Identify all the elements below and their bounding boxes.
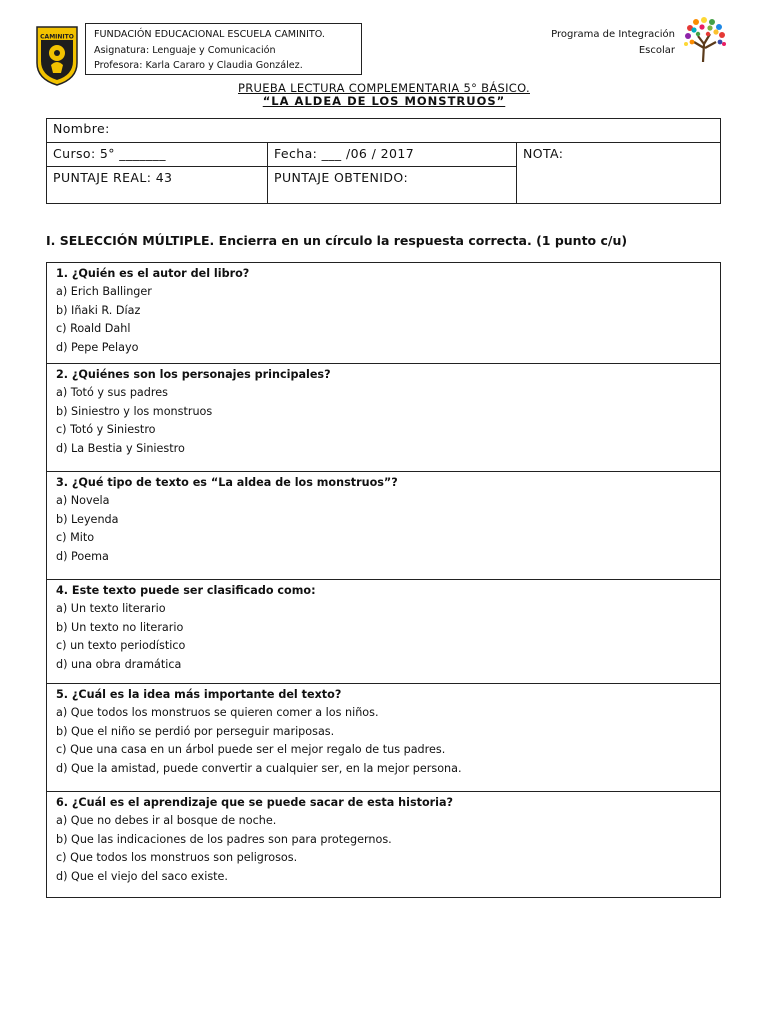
school-name: FUNDACIÓN EDUCACIONAL ESCUELA CAMINITO. [94,29,325,40]
tree-logo [680,14,730,64]
option-a[interactable]: a) Que todos los monstruos se quieren comer a los niños. [56,706,379,720]
option-c[interactable]: c) Que todos los monstruos son peligrosos. [56,851,298,865]
option-b[interactable]: b) Un texto no literario [56,620,184,634]
teacher: Profesora: Karla Cararo y Claudia González. [94,60,303,71]
grade-score-field[interactable]: NOTA: [523,146,564,161]
question-title: 3. ¿Qué tipo de texto es “La aldea de los monstruos”? [56,476,398,489]
option-c[interactable]: c) Que una casa en un árbol puede ser el mejor regalo de tus padres. [56,743,446,757]
option-c[interactable]: c) Totó y Siniestro [56,423,156,437]
option-a[interactable]: a) Totó y sus padres [56,386,168,400]
program-line-2: Escolar [638,45,675,56]
date-field[interactable]: Fecha: ___ /06 / 2017 [268,143,517,167]
option-d[interactable]: d) una obra dramática [56,657,182,671]
option-c[interactable]: c) un texto periodístico [56,639,186,653]
logo-text: CAMINITO [40,33,74,41]
program-label [551,27,675,59]
question-1 [47,263,720,364]
section-title: I. SELECCIÓN MÚLTIPLE. Encierra en un círculo la respuesta correcta. (1 punto c/u) [46,233,628,248]
question-title: 2. ¿Quiénes son los personajes principales? [56,368,331,381]
school-info-box [85,23,362,75]
exam-title: PRUEBA LECTURA COMPLEMENTARIA 5° BÁSICO. [238,81,530,95]
option-b[interactable]: b) Siniestro y los monstruos [56,404,213,418]
option-a[interactable]: a) Novela [56,494,110,508]
option-d[interactable]: d) Que la amistad, puede convertir a cualquier ser, en la mejor persona. [56,761,462,775]
obtained-score-field[interactable]: PUNTAJE OBTENIDO: [268,167,517,203]
question-2 [47,364,720,472]
option-a[interactable]: a) Erich Ballinger [56,285,152,299]
option-d[interactable]: d) Pepe Pelayo [56,340,139,354]
question-5 [47,684,720,792]
option-d[interactable]: d) La Bestia y Siniestro [56,441,185,455]
student-info-table [46,118,721,204]
question-title: 6. ¿Cuál es el aprendizaje que se puede sacar de esta historia? [56,796,454,809]
questions-table [46,262,721,898]
program-line-1: Programa de Integración [551,29,675,40]
total-score: PUNTAJE REAL: 43 [47,167,268,203]
option-a[interactable]: a) Que no debes ir al bosque de noche. [56,814,277,828]
option-b[interactable]: b) Que el niño se perdió por perseguir mariposas. [56,724,335,738]
subject: Asignatura: Lenguaje y Comunicación [94,44,276,56]
question-4 [47,580,720,684]
question-6 [47,792,720,897]
question-title: 5. ¿Cuál es la idea más importante del texto? [56,688,342,701]
name-field[interactable]: Nombre: [47,119,720,143]
book-title: “LA ALDEA DE LOS MONSTRUOS” [262,94,506,108]
option-b[interactable]: b) Que las indicaciones de los padres son para protegernos. [56,832,392,846]
option-c[interactable]: c) Roald Dahl [56,322,131,336]
option-a[interactable]: a) Un texto literario [56,602,166,616]
grade-field[interactable]: Curso: 5° _______ [47,143,268,167]
option-c[interactable]: c) Mito [56,531,95,545]
option-b[interactable]: b) Iñaki R. Díaz [56,303,141,317]
question-title: 4. Este texto puede ser clasificado como: [56,584,316,597]
option-d[interactable]: d) Poema [56,549,109,563]
school-logo [35,25,79,87]
option-d[interactable]: d) Que el viejo del saco existe. [56,869,228,883]
question-title: 1. ¿Quién es el autor del libro? [56,267,250,280]
option-b[interactable]: b) Leyenda [56,512,119,526]
question-3 [47,472,720,580]
